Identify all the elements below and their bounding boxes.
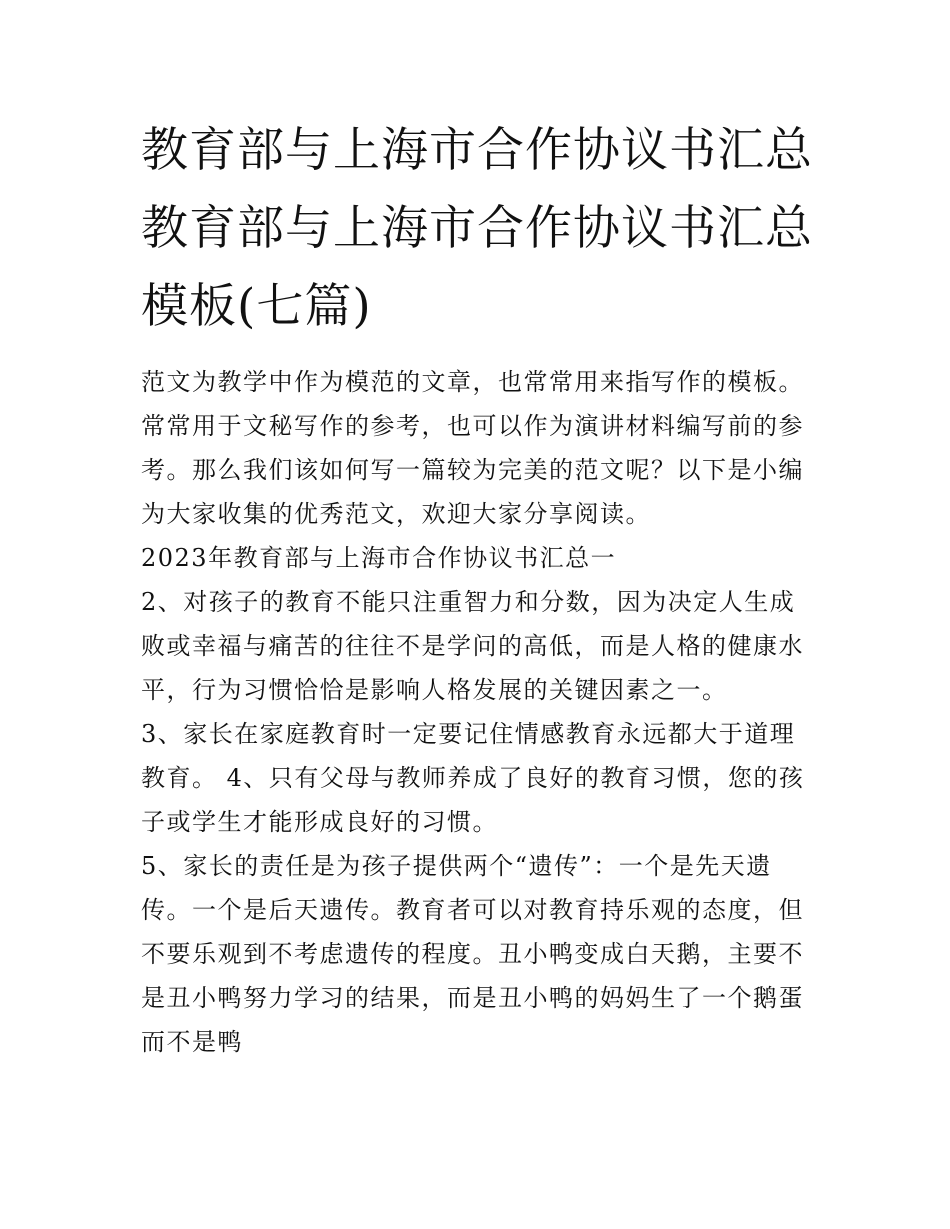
body-paragraph: 2、对孩子的教育不能只注重智力和分数，因为决定人生成败或幸福与痛苦的往往不是学问的高低，而是人格的健康水平，行为习惯恰恰是影响人格发展的关键因素之一。 — [141, 588, 804, 704]
document-page — [141, 112, 816, 1064]
document-title: 教育部与上海市合作协议书汇总 教育部与上海市合作协议书汇总模板(七篇) — [141, 123, 813, 334]
body-paragraph: 5、家长的责任是为孩子提供两个“遗传”：一个是先天遗传。一个是后天遗传。教育者可以对教育持乐观的态度，但不要乐观到不考虑遗传的程度。丑小鸭变成白天鹅，主要不是丑小鸭努力学习的结果，而是丑小鸭的妈妈生了一个鹅蛋而不是鸭 — [141, 852, 804, 1056]
body-paragraph: 3、家长在家庭教育时一定要记住情感教育永远都大于道理教育。 4、只有父母与教师养成了良好的教育习惯，您的孩子或学生才能形成良好的习惯。 — [141, 720, 805, 836]
intro-paragraph: 范文为教学中作为模范的文章，也常常用来指写作的模板。常常用于文秘写作的参考，也可以作为演讲材料编写前的参考。那么我们该如何写一篇较为完美的范文呢？以下是小编为大家收集的优秀范文，欢迎大家分享阅读。 — [141, 368, 804, 528]
section-heading: 2023年教育部与上海市合作协议书汇总一 — [141, 544, 617, 572]
